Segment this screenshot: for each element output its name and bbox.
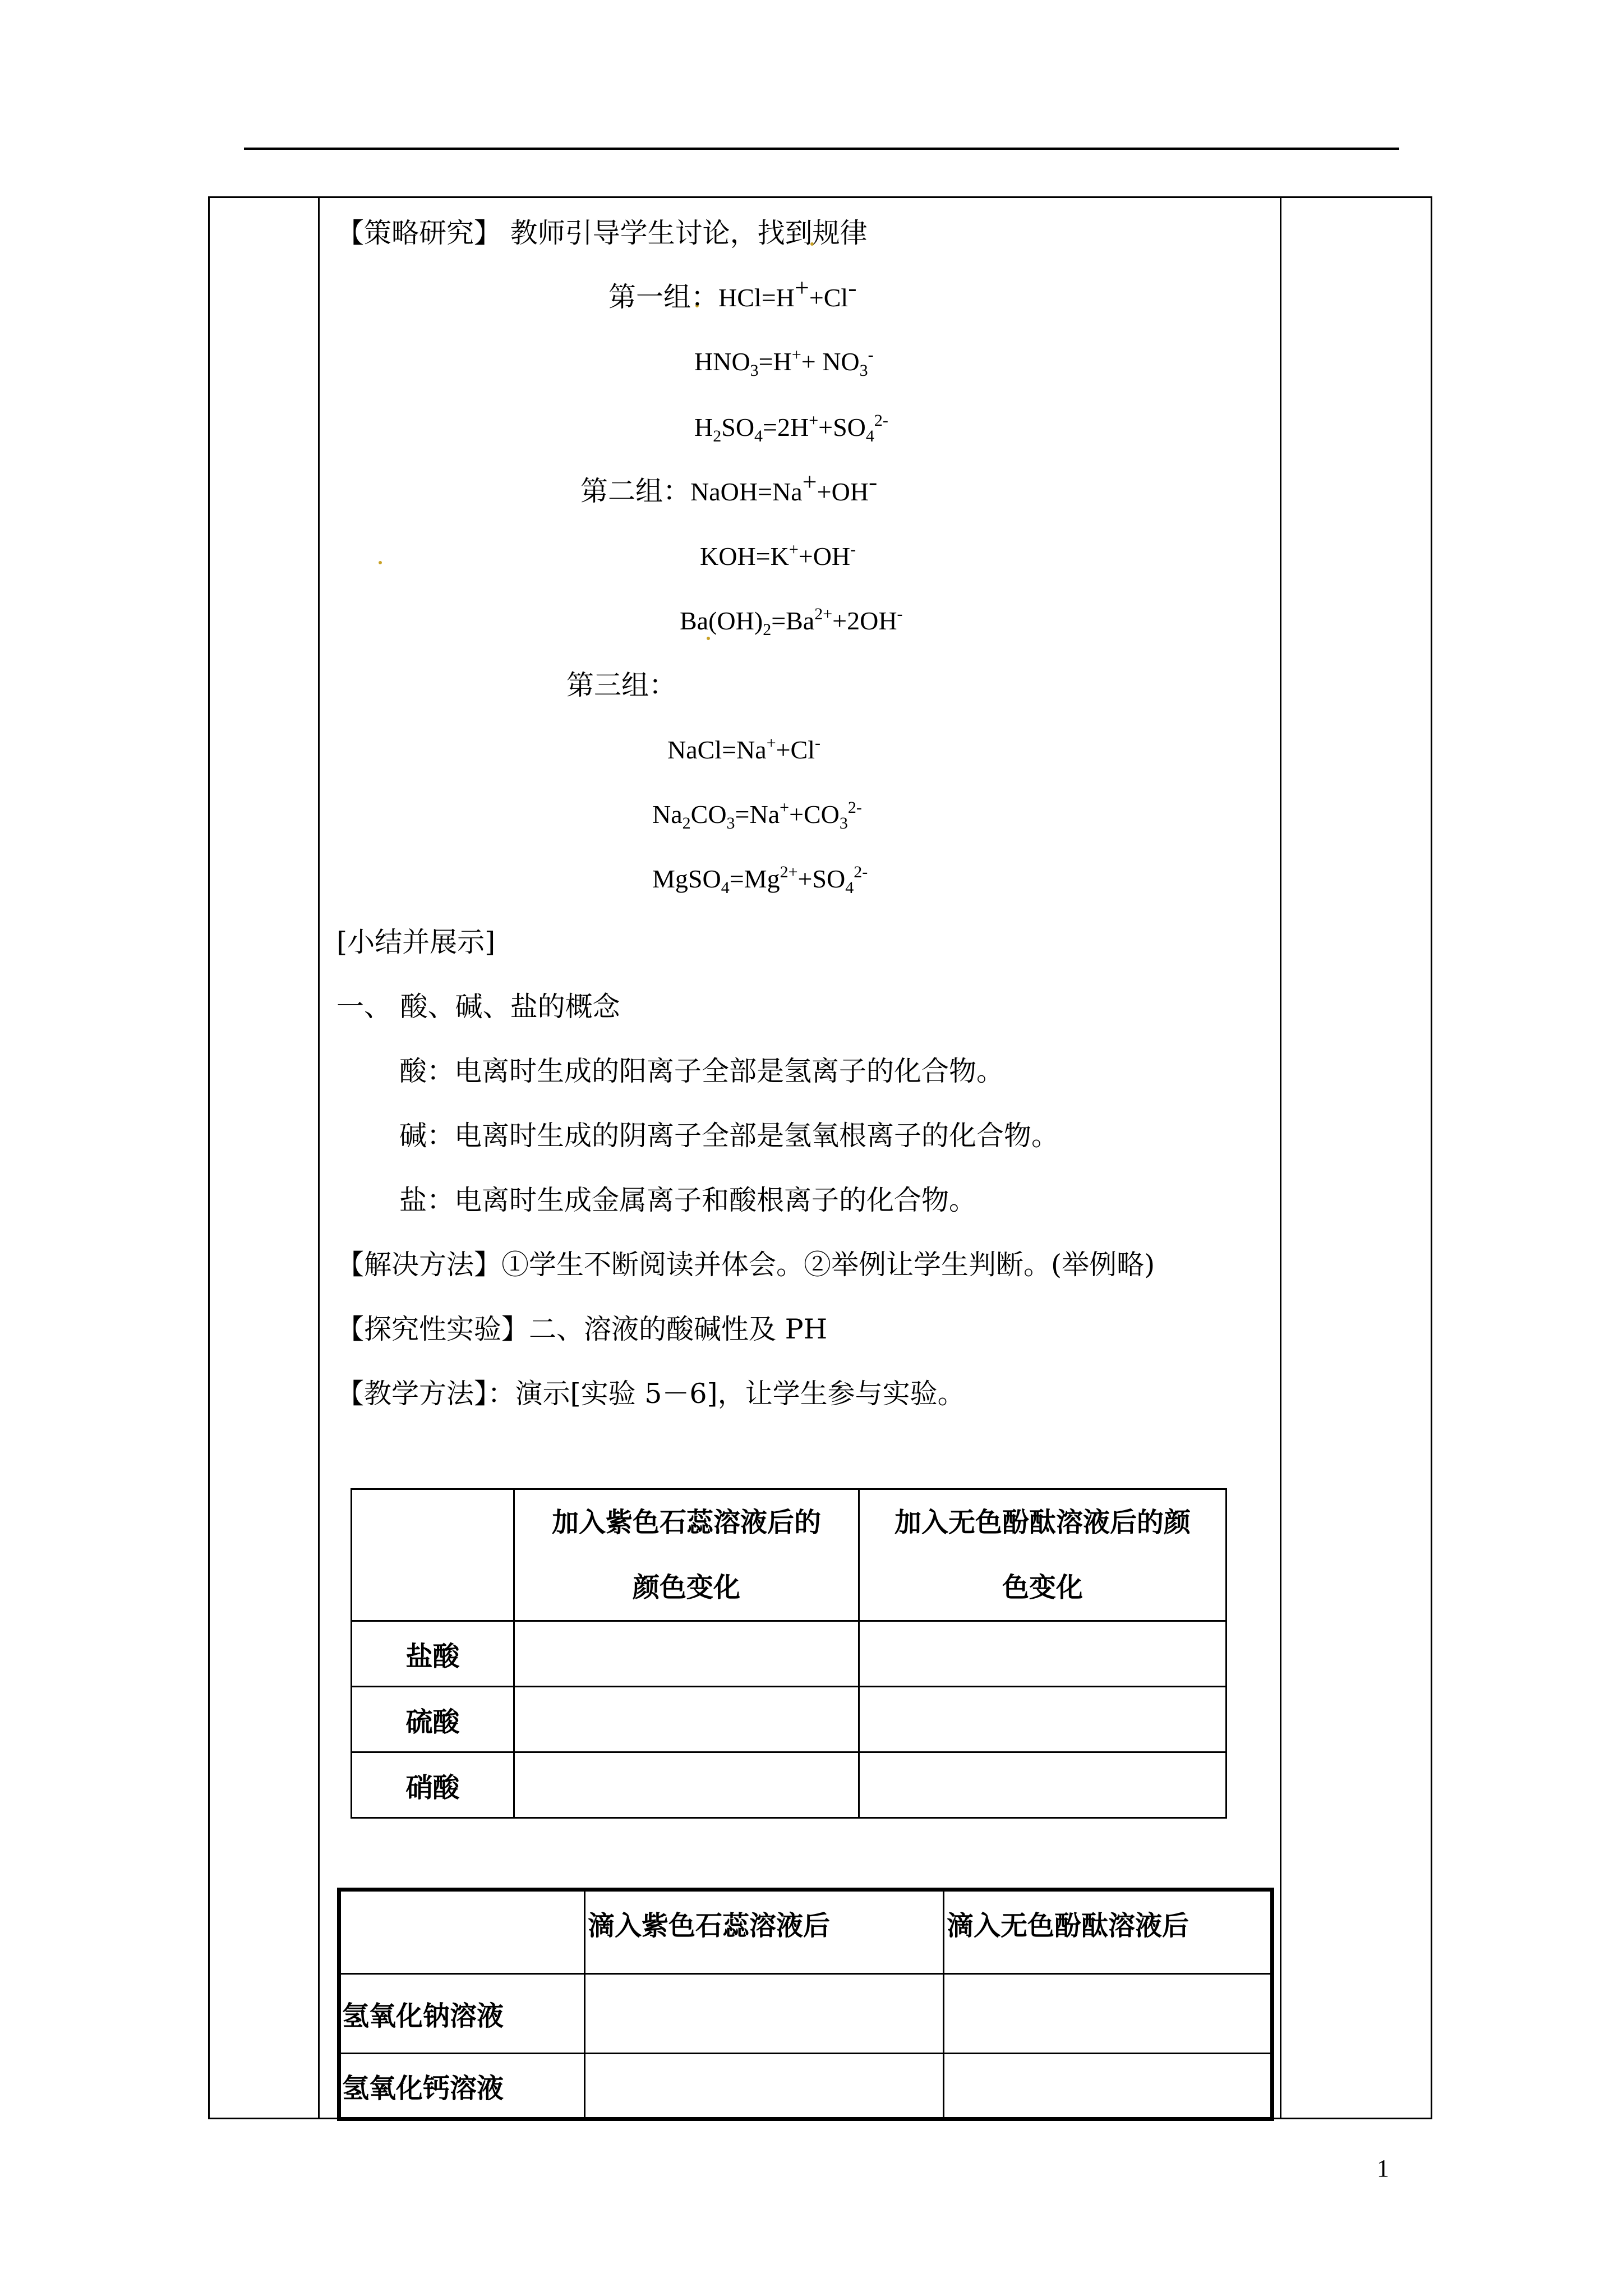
table-cell [859, 1687, 1227, 1752]
row-label: 硫酸 [352, 1687, 514, 1752]
strategy-text: 教师引导学生讨论，找到规律 [501, 217, 868, 249]
row-label: 盐酸 [352, 1621, 514, 1687]
header-rule [244, 148, 1399, 150]
solution-method: 【解决方法】①学生不断阅读并体会。②举例让学生判断。(举例略) [336, 1249, 1155, 1281]
table-cell [859, 1621, 1227, 1687]
strategy-line [336, 217, 868, 250]
table-cell [514, 1621, 859, 1687]
group1-eq2: $HNO_3=H^++ NO_3^-$ [694, 346, 874, 380]
table-header-empty [352, 1489, 514, 1621]
group2-eq3: $Ba(OH)_2=Ba^{2+}+2OH^-$ [680, 605, 903, 639]
page-number: 1 [1377, 2155, 1389, 2182]
table-row [352, 1621, 1227, 1687]
table-cell [585, 2054, 944, 2119]
table-header-litmus: 加入紫色石蕊溶液后的 颜色变化 [514, 1489, 859, 1621]
group1-eq3: $H_2SO_4=2H^++SO_4^{2-}$ [694, 411, 888, 445]
base-definition: 碱：电离时生成的阴离子全部是氢氧根离子的化合物。 [399, 1120, 1059, 1152]
table-header-row [352, 1489, 1227, 1621]
group3-eq1: NaCl=Na++Cl- [667, 734, 821, 764]
group2-eq1: 第二组：NaOH=Na++OH- [580, 467, 878, 507]
table-row [339, 1974, 1272, 2054]
table-header-litmus: 滴入紫色石蕊溶液后 [585, 1890, 944, 1974]
row-label: 硝酸 [352, 1752, 514, 1818]
table-row [339, 2054, 1272, 2119]
table-cell [859, 1752, 1227, 1818]
inquiry-experiment: 【探究性实验】二、溶液的酸碱性及 PH [336, 1313, 828, 1345]
frame-divider-right [1280, 196, 1281, 2119]
table-header-phenolphthalein: 滴入无色酚酞溶液后 [944, 1890, 1272, 1974]
table-row [352, 1752, 1227, 1818]
teaching-method: 【教学方法】：演示[实验 5－6]，让学生参与实验。 [336, 1378, 965, 1410]
table-header-empty [339, 1890, 585, 1974]
concepts-heading: 一、 酸、碱、盐的概念 [336, 991, 620, 1023]
decorative-dot [379, 561, 382, 564]
group3-eq3: $MgSO_4=Mg^{2+}+SO_4^{2-}$ [652, 863, 868, 897]
table-cell [585, 1974, 944, 2054]
table-header-row [339, 1890, 1272, 1974]
row-label: 氢氧化钙溶液 [339, 2054, 585, 2119]
group3-label: 第三组： [566, 669, 677, 701]
frame-divider-left [318, 196, 320, 2119]
group1-eq1: 第一组：HCl=H++Cl- [608, 273, 857, 313]
group2-label: 第二组： [580, 475, 691, 507]
salt-definition: 盐：电离时生成金属离子和酸根离子的化合物。 [399, 1184, 977, 1216]
table-header-phenolphthalein: 加入无色酚酞溶液后的颜 色变化 [859, 1489, 1227, 1621]
table-cell [514, 1687, 859, 1752]
strategy-label: 【策略研究】 [336, 217, 502, 249]
summary-label: [小结并展示] [336, 926, 496, 958]
acid-indicator-table [351, 1488, 1227, 1819]
base-indicator-table [337, 1888, 1274, 2121]
table-cell [944, 2054, 1272, 2119]
group3-eq2: $Na_2CO_3=Na^++CO_3^{2-}$ [652, 798, 862, 832]
group2-eq2: KOH=K++OH- [700, 540, 856, 570]
table-cell [514, 1752, 859, 1818]
group1-label: 第一组： [608, 281, 719, 313]
acid-definition: 酸：电离时生成的阳离子全部是氢离子的化合物。 [399, 1055, 1004, 1087]
table-cell [944, 1974, 1272, 2054]
row-label: 氢氧化钠溶液 [339, 1974, 585, 2054]
table-row [352, 1687, 1227, 1752]
